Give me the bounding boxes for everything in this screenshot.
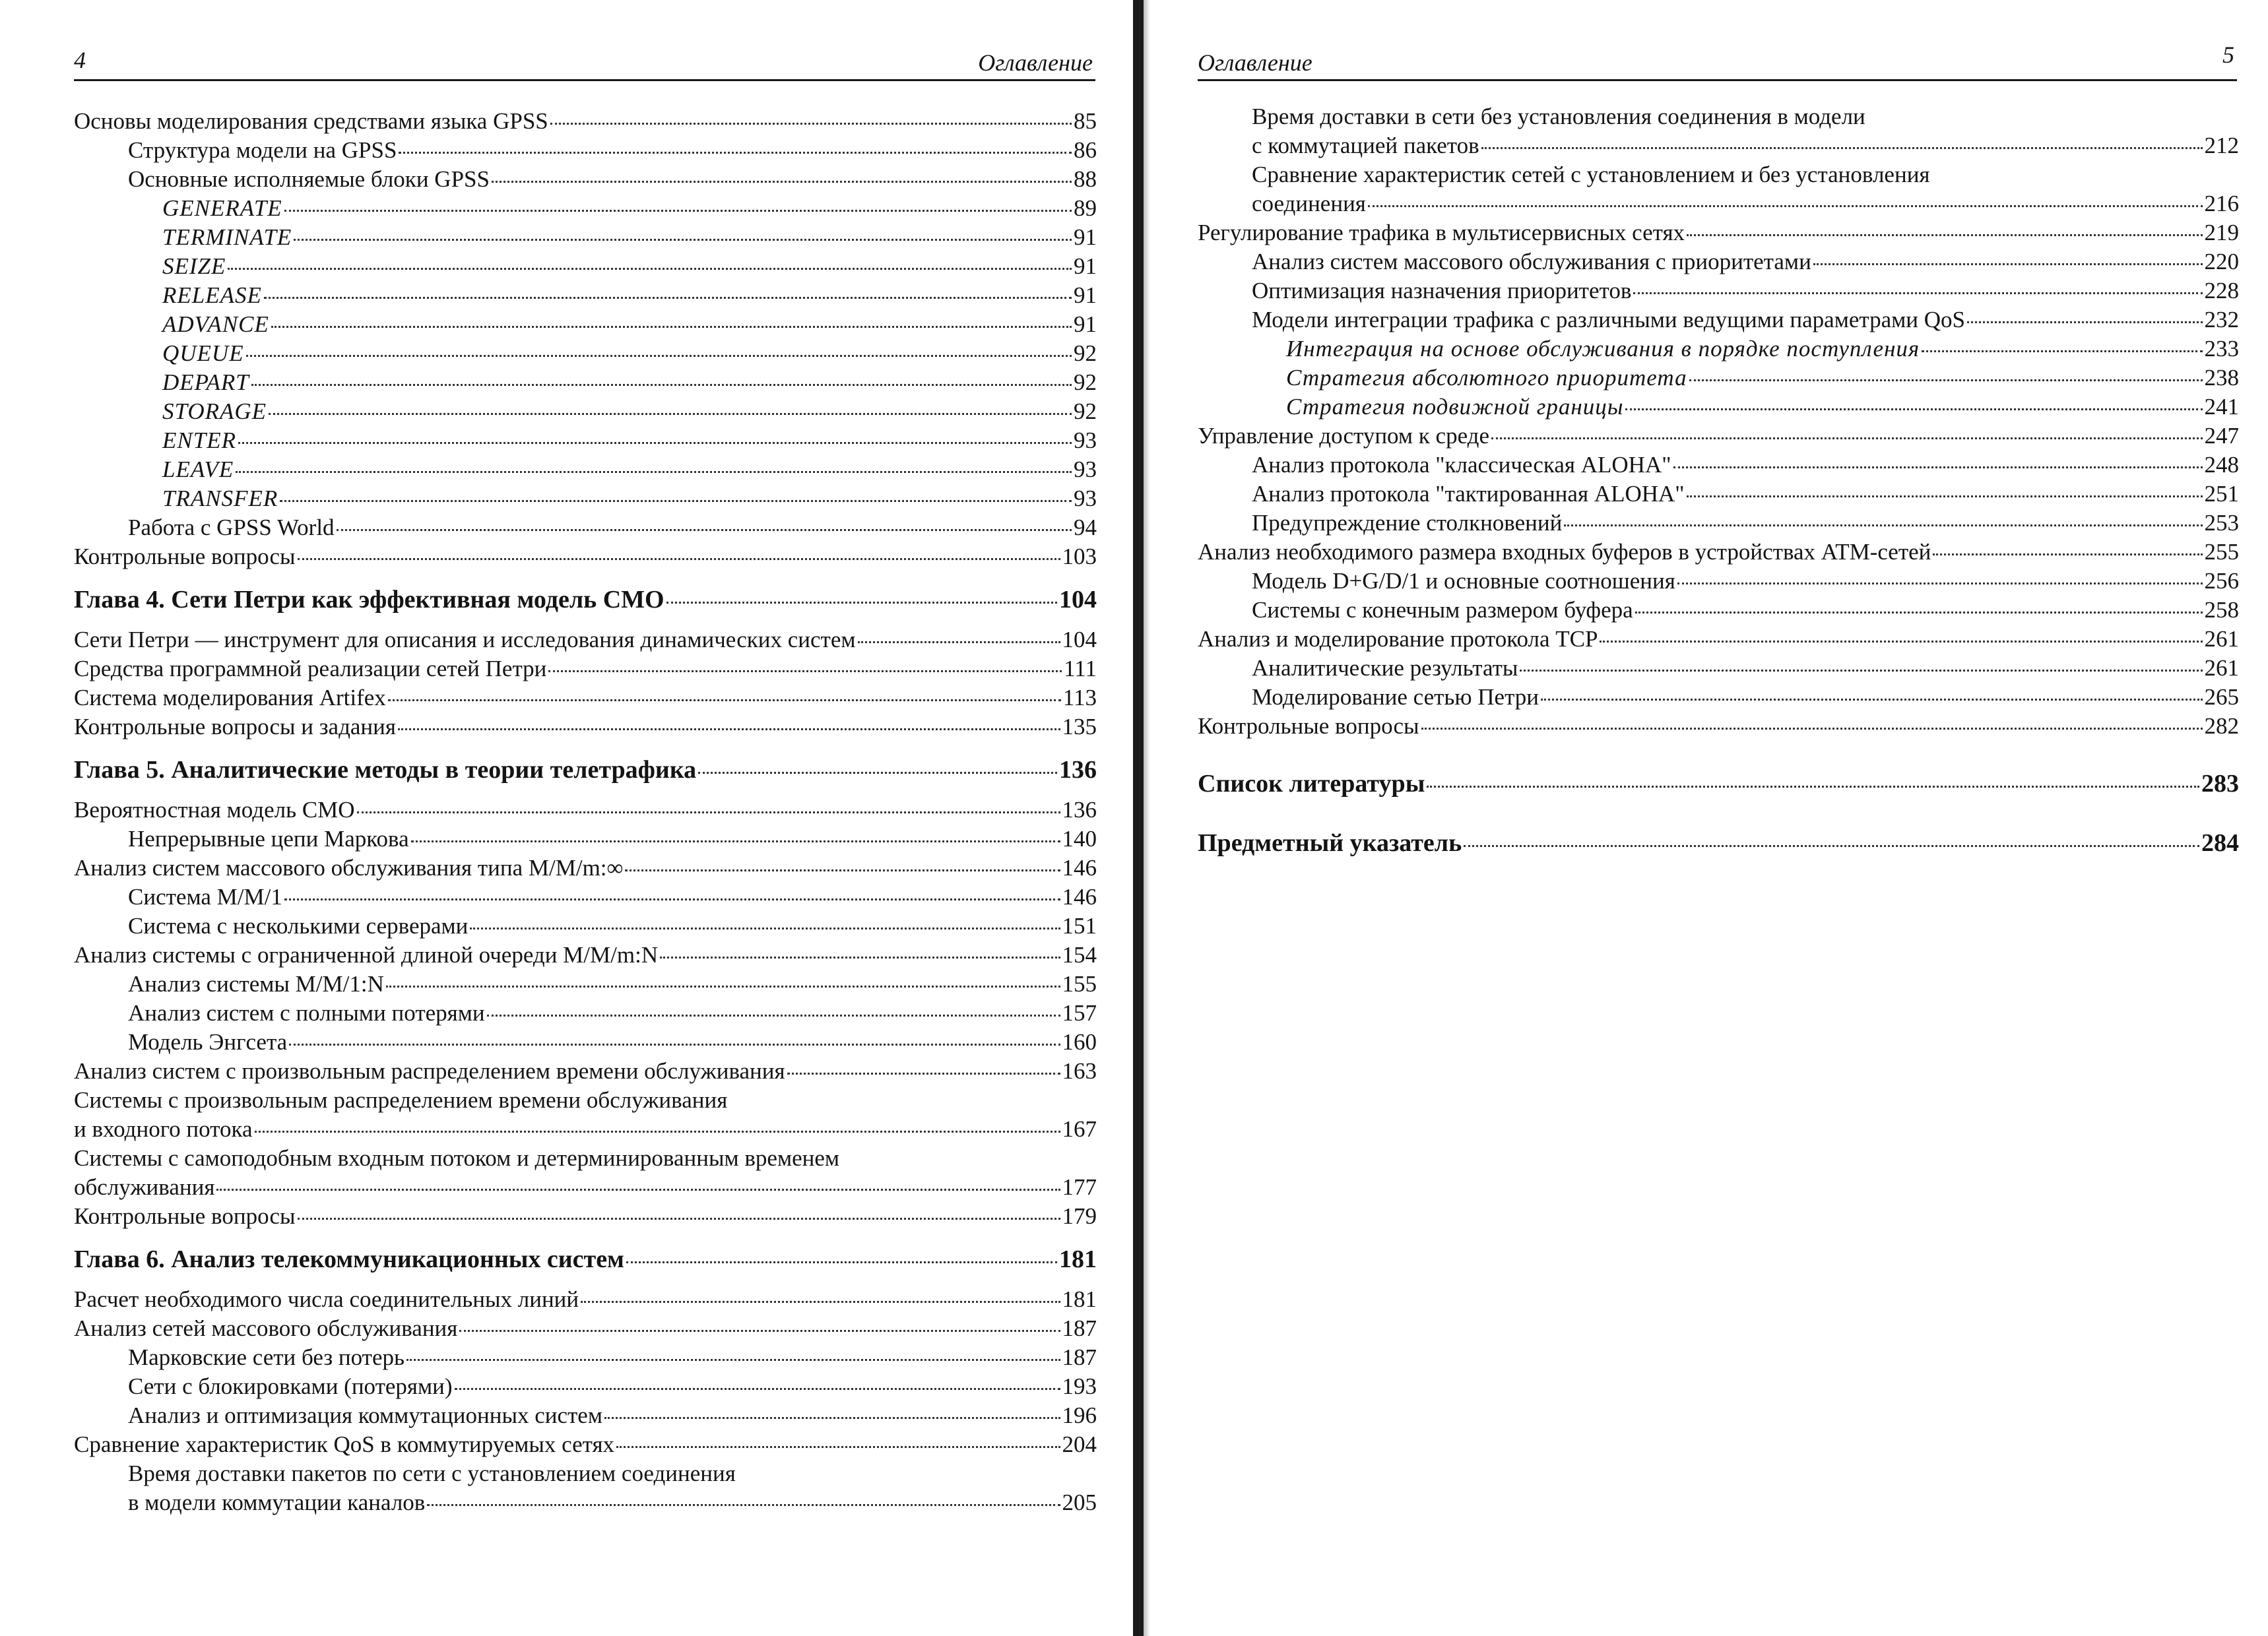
dot-leader <box>660 957 1060 959</box>
dot-leader <box>1625 408 2202 410</box>
toc-entry-title: Сравнение характеристик QoS в коммутируемых сетях <box>74 1432 615 1457</box>
toc-entry-title: Анализ протокола "классическая ALOHA" <box>1252 452 1671 478</box>
toc-entry-page: 103 <box>1062 544 1097 569</box>
toc-entry[interactable] <box>74 1028 1097 1057</box>
toc-entry[interactable] <box>74 625 1097 654</box>
right-page <box>1155 0 2268 1636</box>
toc-entry[interactable]: Контрольные вопросы 179 <box>74 1203 1097 1229</box>
toc-entry-title: Анализ необходимого размера входных буферов в устройствах ATM-сетей <box>1198 539 1931 565</box>
dot-leader <box>470 928 1060 929</box>
toc-entry-page: 155 <box>1062 971 1097 997</box>
toc-entry[interactable] <box>1198 538 2239 567</box>
toc-entry[interactable] <box>74 1285 1097 1314</box>
chapter-heading[interactable]: Глава 5. Аналитические методы в теории телетрафика 136 <box>74 756 1097 784</box>
toc-entry-page: 91 <box>1074 311 1097 337</box>
toc-entry[interactable] <box>1198 683 2239 712</box>
dot-leader <box>1635 612 2203 614</box>
toc-entry-title: Марковские сети без потерь <box>128 1344 405 1370</box>
toc-entry[interactable] <box>1198 276 2239 305</box>
toc-entry-page: 154 <box>1062 942 1097 968</box>
toc-entry-title: Основы моделирования средствами языка GPSS <box>74 108 548 134</box>
toc-entry[interactable] <box>74 223 1097 252</box>
dot-leader <box>294 239 1072 241</box>
toc-entry-title: Сети Петри — инструмент для описания и исследования динамических систем <box>74 627 856 652</box>
toc-entry-title: Непрерывные цепи Маркова <box>128 826 409 852</box>
toc-entry-title: SEIZE <box>162 253 226 279</box>
toc-entry-page: 216 <box>2204 191 2239 216</box>
toc-entry[interactable] <box>1198 451 2239 480</box>
toc-entry[interactable] <box>74 107 1097 136</box>
toc-entry[interactable] <box>74 426 1097 455</box>
toc-entry[interactable] <box>74 1343 1097 1372</box>
toc-entry[interactable] <box>1198 393 2239 422</box>
toc-entry-title: Анализ систем с произвольным распределением времени обслуживания <box>74 1058 785 1084</box>
dot-leader <box>216 1189 1060 1191</box>
toc-entry-page: 187 <box>1062 1315 1097 1341</box>
toc-entry-title: Анализ протокола "тактированная ALOHA" <box>1252 481 1685 507</box>
toc-entry-title: Анализ систем массового обслуживания с приоритетами <box>1252 249 1811 274</box>
dot-leader <box>280 500 1072 502</box>
toc-entry[interactable] <box>1198 625 2239 654</box>
toc-entry-page: 177 <box>1062 1174 1097 1200</box>
dot-leader <box>1689 379 2203 381</box>
toc-entry-title: Контрольные вопросы и задания <box>74 714 396 739</box>
dot-leader <box>487 1015 1060 1017</box>
toc-entry-page: 157 <box>1062 1000 1097 1026</box>
dot-leader <box>1633 292 2202 294</box>
toc-entry-page: 113 <box>1062 685 1097 710</box>
toc-entry-page: 140 <box>1062 826 1097 852</box>
dot-leader <box>1491 437 2203 439</box>
toc-entry[interactable] <box>74 252 1097 281</box>
toc-entry-page: 160 <box>1062 1029 1097 1055</box>
dot-leader <box>1813 263 2203 265</box>
toc-entry-title: Анализ систем массового обслуживания типа M/M/m:∞ <box>74 855 624 881</box>
toc-entry[interactable] <box>74 542 1097 571</box>
toc-entry-title: Моделирование сетью Петри <box>1252 684 1539 710</box>
dot-leader <box>1481 147 2203 149</box>
toc-entry[interactable] <box>74 970 1097 999</box>
dot-leader <box>388 699 1061 701</box>
dot-leader <box>386 986 1060 988</box>
toc-entry-title: Модель Энгсета <box>128 1029 288 1055</box>
toc-entry[interactable] <box>74 339 1097 368</box>
dot-leader <box>246 355 1072 357</box>
toc-entry-page: 219 <box>2204 220 2239 245</box>
dot-leader <box>1421 728 2203 730</box>
toc-entry-page: 187 <box>1062 1344 1097 1370</box>
dot-leader <box>1922 350 2202 352</box>
running-title: Оглавление <box>978 49 1093 76</box>
toc-entry-page: 261 <box>2204 655 2239 681</box>
toc-entry-title-line2: соединения <box>1252 191 1366 216</box>
toc-entry[interactable] <box>74 854 1097 883</box>
dot-leader <box>1933 553 2202 555</box>
toc-entry[interactable] <box>1198 654 2239 683</box>
dot-leader <box>1687 495 2203 497</box>
toc-entry[interactable] <box>74 1314 1097 1343</box>
chapter-heading[interactable]: Глава 4. Сети Петри как эффективная модель СМО 104 <box>74 586 1097 614</box>
dot-leader <box>411 840 1060 842</box>
toc-entry-title: ENTER <box>162 427 236 453</box>
toc-entry-page: 247 <box>2204 423 2239 449</box>
toc-entry-page: 91 <box>1074 253 1097 279</box>
toc-entry-wrapped[interactable]: Время доставки пакетов по сети с установлением соединения в модели коммутации каналов 205 <box>128 1461 1097 1515</box>
toc-entry-page: 151 <box>1062 913 1097 939</box>
toc-entry-title: LEAVE <box>162 456 234 482</box>
toc-entry-title: Анализ и моделирование протокола TCP <box>1198 626 1598 652</box>
toc-entry[interactable] <box>74 883 1097 912</box>
dot-leader <box>269 413 1072 415</box>
toc-entry[interactable] <box>74 683 1097 712</box>
toc-entry[interactable] <box>1198 334 2239 363</box>
toc-entry-page: 136 <box>1062 797 1097 823</box>
toc-entry-page: 146 <box>1062 884 1097 910</box>
toc-entry-wrapped[interactable] <box>1198 102 2239 160</box>
toc-entry-page: 146 <box>1062 855 1097 881</box>
left-page-header <box>74 41 1095 81</box>
toc-entry[interactable] <box>74 1057 1097 1086</box>
dot-leader <box>550 123 1072 125</box>
toc-entry-title: Интеграция на основе обслуживания в порядке поступления <box>1286 336 1920 362</box>
toc-entry-page: 196 <box>1062 1402 1097 1428</box>
toc-entry-page: 220 <box>2204 249 2239 274</box>
toc-entry[interactable] <box>74 912 1097 941</box>
toc-entry-page: 238 <box>2204 365 2239 391</box>
toc-entry-title-line1: Сравнение характеристик сетей с установлением и без установления <box>1252 162 1930 187</box>
toc-entry[interactable] <box>74 999 1097 1028</box>
toc-entry-title: Анализ сетей массового обслуживания <box>74 1315 458 1341</box>
toc-entry[interactable] <box>74 310 1097 339</box>
toc-entry-page: 93 <box>1074 456 1097 482</box>
toc-entry-title-line2: и входного потока <box>74 1116 253 1142</box>
toc-entry-page: 135 <box>1062 714 1097 739</box>
toc-entry[interactable] <box>1198 247 2239 276</box>
dot-leader <box>455 1388 1060 1390</box>
toc-entry[interactable] <box>74 165 1097 194</box>
toc-entry-page: 212 <box>2204 133 2239 158</box>
toc-entry-wrapped[interactable] <box>1198 160 2239 218</box>
toc-entry-page: 253 <box>2204 510 2239 536</box>
toc-entry-title: Система моделирования Artifex <box>74 685 386 710</box>
chapter-heading[interactable]: Глава 6. Анализ телекоммуникационных систем 181 <box>74 1245 1097 1273</box>
left-page <box>0 0 1128 1636</box>
toc-entry-title: Средства программной реализации сетей Петри <box>74 656 547 681</box>
toc-entry-page: 232 <box>2204 307 2239 332</box>
toc-entry-title: TRANSFER <box>162 486 278 511</box>
dot-leader <box>238 442 1072 444</box>
toc-entry-title: Система с несколькими серверами <box>128 913 469 939</box>
dot-leader <box>1541 699 2202 701</box>
toc-entry-page: 261 <box>2204 626 2239 652</box>
toc-entry-title: Анализ систем с полными потерями <box>128 1000 485 1026</box>
dot-leader <box>399 152 1072 154</box>
toc-entry-title: RELEASE <box>162 282 262 308</box>
toc-entry[interactable] <box>1198 422 2239 451</box>
toc-entry-title: Анализ системы M/M/1:N <box>128 971 384 997</box>
toc-entry-page: 241 <box>2204 394 2239 420</box>
toc-entry-page: 248 <box>2204 452 2239 478</box>
toc-entry-wrapped[interactable] <box>74 1144 1097 1202</box>
toc-entry-title: Сети с блокировками (потерями) <box>128 1373 453 1399</box>
toc-entry-title: Работа с GPSS World <box>128 515 335 540</box>
dot-leader <box>787 1073 1060 1075</box>
toc-entry-title: GENERATE <box>162 195 282 221</box>
spine-shadow <box>1144 0 1150 1636</box>
dot-leader <box>236 471 1072 473</box>
toc-entry[interactable] <box>74 136 1097 165</box>
toc-entry[interactable] <box>74 825 1097 854</box>
toc-entry-title: Анализ системы с ограниченной длиной очереди M/M/m:N <box>74 942 659 968</box>
toc-entry-page: 85 <box>1074 108 1097 134</box>
toc-entry[interactable] <box>74 1401 1097 1430</box>
toc-entry-page: 111 <box>1064 656 1097 681</box>
toc-entry-title: QUEUE <box>162 340 244 366</box>
toc-entry-title-line1: Время доставки в сети без установления соединения в модели <box>1252 104 1865 129</box>
toc-entry-title: Контрольные вопросы <box>74 544 296 569</box>
toc-entry-title: Система M/M/1 <box>128 884 282 910</box>
dot-leader <box>1677 582 2203 584</box>
table-of-contents-left <box>74 107 1097 1517</box>
toc-entry-title: Предупреждение столкновений <box>1252 510 1563 536</box>
bibliography-heading[interactable]: Список литературы 283 <box>1198 770 2239 798</box>
toc-entry-page: 251 <box>2204 481 2239 507</box>
page-number: 5 <box>2222 42 2234 68</box>
dot-leader <box>284 898 1060 900</box>
toc-entry-title: Управление доступом к среде <box>1198 423 1489 449</box>
dot-leader <box>1600 641 2202 643</box>
toc-entry-title: Модель D+G/D/1 и основные соотношения <box>1252 568 1675 594</box>
toc-entry[interactable] <box>1198 509 2239 538</box>
dot-leader <box>228 268 1072 270</box>
toc-entry-title: Регулирование трафика в мультисервисных сетях <box>1198 220 1685 245</box>
toc-entry-page: 167 <box>1062 1116 1097 1142</box>
toc-entry-page: 104 <box>1062 627 1097 652</box>
toc-entry-page: 233 <box>2204 336 2239 362</box>
dot-leader <box>398 728 1060 730</box>
dot-leader <box>271 326 1072 328</box>
toc-entry-page: 228 <box>2204 278 2239 303</box>
toc-entry[interactable] <box>1198 363 2239 393</box>
toc-entry-title-line1: Системы с произвольным распределением времени обслуживания <box>74 1087 728 1113</box>
table-of-contents-right <box>1198 102 2239 869</box>
dot-leader <box>1673 466 2203 468</box>
toc-entry-page: 204 <box>1062 1432 1097 1457</box>
toc-entry-title: Анализ и оптимизация коммутационных систем <box>128 1402 602 1428</box>
dot-leader <box>492 181 1072 183</box>
toc-entry[interactable] <box>1198 712 2239 741</box>
toc-entry-page: 86 <box>1074 137 1097 163</box>
dot-leader <box>1967 321 2202 323</box>
index-heading[interactable]: Предметный указатель 284 <box>1198 829 2239 857</box>
toc-entry-title: Оптимизация назначения приоритетов <box>1252 278 1632 303</box>
toc-entry[interactable] <box>74 712 1097 741</box>
book-spine <box>1133 0 1144 1636</box>
toc-entry-title-line2: с коммутацией пакетов <box>1252 133 1479 158</box>
toc-entry-title: Основные исполняемые блоки GPSS <box>128 166 490 192</box>
page-number: 4 <box>74 47 86 73</box>
toc-entry-title: Стратегия подвижной границы <box>1286 394 1624 420</box>
dot-leader <box>581 1301 1060 1303</box>
toc-entry[interactable] <box>74 397 1097 426</box>
toc-entry-page: 89 <box>1074 195 1097 221</box>
toc-entry-page: 258 <box>2204 597 2239 623</box>
toc-entry-title: Контрольные вопросы <box>1198 713 1419 739</box>
toc-entry-title: Модели интеграции трафика с различными ведущими параметрами QoS <box>1252 307 1966 332</box>
dot-leader <box>1564 524 2202 526</box>
toc-entry-page: 88 <box>1074 166 1097 192</box>
dot-leader <box>1368 205 2203 207</box>
toc-entry-title: DEPART <box>162 369 249 395</box>
toc-entry[interactable] <box>74 281 1097 310</box>
toc-entry-page: 93 <box>1074 486 1097 511</box>
dot-leader <box>616 1446 1060 1448</box>
toc-entry-page: 94 <box>1074 515 1097 540</box>
dot-leader <box>357 811 1060 813</box>
toc-entry-title: Аналитические результаты <box>1252 655 1518 681</box>
toc-entry-page: 93 <box>1074 427 1097 453</box>
dot-leader <box>604 1417 1060 1419</box>
toc-entry[interactable] <box>1198 567 2239 596</box>
toc-entry-title: Расчет необходимого числа соединительных линий <box>74 1286 579 1312</box>
toc-entry-title: ADVANCE <box>162 311 269 337</box>
toc-entry[interactable] <box>74 455 1097 484</box>
dot-leader <box>406 1359 1060 1361</box>
toc-entry[interactable] <box>1198 480 2239 509</box>
toc-entry-page: 265 <box>2204 684 2239 710</box>
dot-leader <box>1687 234 2202 236</box>
dot-leader <box>255 1131 1060 1133</box>
dot-leader <box>289 1044 1060 1046</box>
dot-leader <box>625 869 1060 871</box>
dot-leader <box>858 641 1060 643</box>
dot-leader <box>459 1330 1060 1332</box>
toc-entry-page: 163 <box>1062 1058 1097 1084</box>
toc-entry-title: Стратегия абсолютного приоритета <box>1286 365 1687 391</box>
toc-entry-page: 282 <box>2204 713 2239 739</box>
toc-entry-page: 92 <box>1074 340 1097 366</box>
toc-entry[interactable] <box>1198 218 2239 247</box>
toc-entry-title: Структура модели на GPSS <box>128 137 397 163</box>
toc-entry-page: 92 <box>1074 398 1097 424</box>
dot-leader <box>264 297 1072 299</box>
toc-entry[interactable] <box>74 654 1097 683</box>
dot-leader <box>1520 670 2202 672</box>
toc-entry[interactable] <box>74 1430 1097 1459</box>
toc-entry-title: Системы с конечным размером буфера <box>1252 597 1633 623</box>
toc-entry-title-line1: Системы с самоподобным входным потоком и детерминированным временем <box>74 1145 840 1171</box>
toc-entry-page: 91 <box>1074 224 1097 250</box>
toc-entry-page: 92 <box>1074 369 1097 395</box>
toc-entry-page: 193 <box>1062 1373 1097 1399</box>
toc-entry-page: 256 <box>2204 568 2239 594</box>
right-page-header <box>1198 41 2237 81</box>
toc-entry[interactable] <box>74 1372 1097 1401</box>
toc-entry-page: 91 <box>1074 282 1097 308</box>
toc-entry-wrapped[interactable] <box>74 1086 1097 1144</box>
dot-leader <box>284 210 1072 212</box>
toc-entry[interactable] <box>74 513 1097 542</box>
toc-entry[interactable] <box>74 368 1097 397</box>
toc-entry-title-line2: обслуживания <box>74 1174 215 1200</box>
toc-entry[interactable] <box>74 941 1097 970</box>
toc-entry[interactable] <box>1198 305 2239 334</box>
toc-entry-title: Вероятностная модель СМО <box>74 797 355 823</box>
toc-entry[interactable] <box>74 484 1097 513</box>
toc-entry[interactable] <box>1198 596 2239 625</box>
toc-entry-title: TERMINATE <box>162 224 292 250</box>
dot-leader <box>337 529 1072 531</box>
toc-entry-title: STORAGE <box>162 398 267 424</box>
dot-leader <box>548 670 1062 672</box>
toc-entry-page: 181 <box>1062 1286 1097 1312</box>
toc-entry[interactable] <box>74 194 1097 223</box>
dot-leader <box>251 384 1072 386</box>
toc-entry[interactable] <box>74 796 1097 825</box>
running-title: Оглавление <box>1198 49 1312 76</box>
toc-entry-page: 255 <box>2204 539 2239 565</box>
dot-leader <box>298 558 1060 560</box>
